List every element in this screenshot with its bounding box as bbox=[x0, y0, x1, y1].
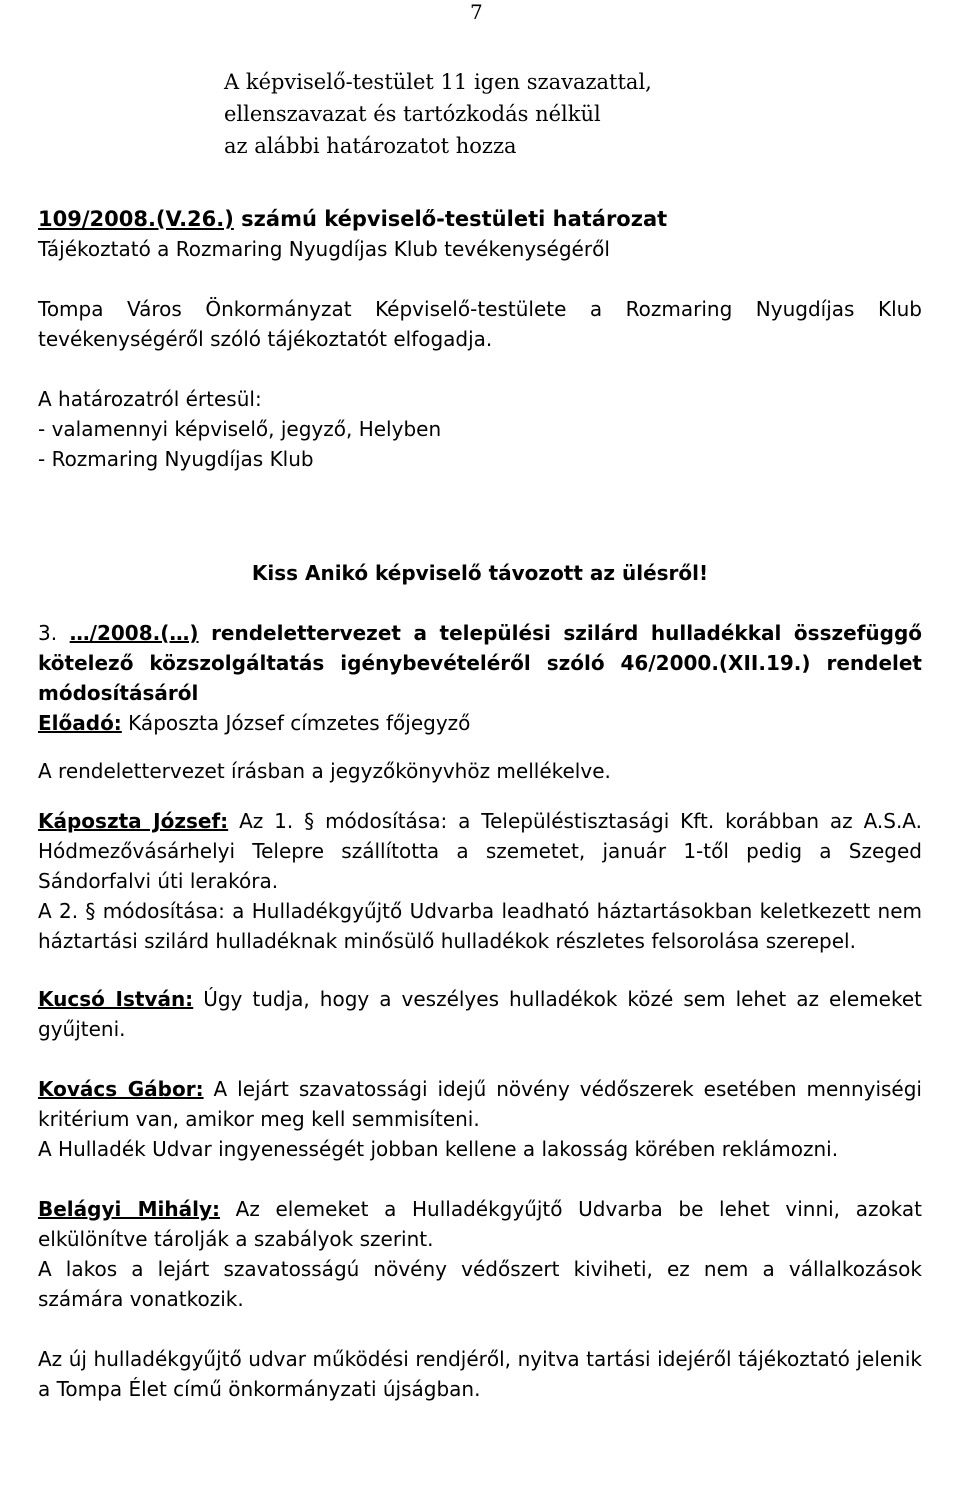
item3-presenter bbox=[38, 708, 922, 738]
speaker-name: Káposzta József: bbox=[38, 809, 229, 833]
item3-title bbox=[38, 618, 922, 708]
resolution-body: Tompa Város Önkormányzat Képviselő-testülete a Rozmaring Nyugdíjas Klub tevékenységéről szóló tájékoztatót elfogadja. bbox=[38, 297, 922, 351]
presenter-name: Káposzta József címzetes főjegyző bbox=[121, 711, 471, 735]
vote-line-3: az alábbi határozatot hozza bbox=[224, 134, 517, 158]
statement-text: Az elemeket a Hulladékgyűjtő Udvarba be lehet vinni, azokat elkülönítve tárolják a szabályok szerint. bbox=[38, 1197, 923, 1251]
vote-line-1: A képviselő-testület 11 igen szavazattal, bbox=[224, 70, 652, 94]
item3-decree-number: …/2008.(…) bbox=[69, 621, 199, 645]
vote-statement bbox=[38, 66, 922, 162]
statement-3-extra: A Hulladék Udvar ingyenességét jobban kellene a lakosság körében reklámozni. bbox=[38, 1137, 839, 1161]
speaker-name: Kucsó István: bbox=[38, 987, 194, 1011]
speaker-name: Kovács Gábor: bbox=[38, 1077, 204, 1101]
resolution-subtitle: Tájékoztató a Rozmaring Nyugdíjas Klub tevékenységéről bbox=[38, 237, 610, 261]
item3-number: 3. bbox=[38, 621, 58, 645]
departure-notice: Kiss Anikó képviselő távozott az ülésről! bbox=[251, 561, 709, 585]
statement-4 bbox=[38, 1194, 922, 1254]
vote-line-2: ellenszavazat és tartózkodás nélkül bbox=[224, 102, 601, 126]
notify-recipient-2: - Rozmaring Nyugdíjas Klub bbox=[38, 447, 314, 471]
presenter-label: Előadó: bbox=[38, 711, 122, 735]
statement-1 bbox=[38, 806, 922, 896]
resolution-title bbox=[38, 204, 922, 234]
resolution-number: 109/2008.(V.26.) bbox=[38, 207, 234, 231]
statement-3 bbox=[38, 1074, 922, 1134]
item3-title-tail: rendelet módosításáról bbox=[38, 651, 922, 705]
page-number: 7 bbox=[470, 0, 483, 24]
statement-4-extra: A lakos a lejárt szavatosságú növény védőszert kiviheti, ez nem a vállalkozások számára vonatkozik. bbox=[38, 1257, 922, 1311]
notify-label: A határozatról értesül: bbox=[38, 387, 262, 411]
resolution-title-rest: számú képviselő-testületi határozat bbox=[233, 207, 668, 231]
statement-text: A lejárt szavatossági idejű növény védőszerek esetében mennyiségi kritérium van, amikor meg kell semmisíteni. bbox=[38, 1077, 922, 1131]
notify-recipient-1: - valamennyi képviselő, jegyző, Helyben bbox=[38, 417, 442, 441]
attachment-note: A rendelettervezet írásban a jegyzőkönyvhöz mellékelve. bbox=[38, 759, 611, 783]
statement-1-extra: A 2. § módosítása: a Hulladékgyűjtő Udvarba leadható háztartásokban keletkezett nem háztartási szilárd hulladéknak minősülő hulladékok részletes felsorolása szerepel. bbox=[38, 899, 922, 953]
statement-2 bbox=[38, 984, 922, 1044]
statement-text: Úgy tudja, hogy a veszélyes hulladékok közé sem lehet az elemeket gyűjteni. bbox=[38, 987, 922, 1041]
statement-text: Az 1. § módosítása: a Településtisztasági Kft. korábban az A.S.A. Hódmezővásárhelyi Telepre szállította a szemetet, január 1-től pedig a Szeged Sándorfalvi úti lerakóra. bbox=[38, 809, 922, 893]
document-body bbox=[38, 66, 922, 1404]
speaker-name: Belágyi Mihály: bbox=[38, 1197, 221, 1221]
closing-paragraph: Az új hulladékgyűjtő udvar működési rendjéről, nyitva tartási idejéről tájékoztató jelenik a Tompa Élet című önkormányzati újságban. bbox=[38, 1347, 922, 1401]
item3-title-bold: rendelettervezet a települési szilárd hulladékkal összefüggő kötelező közszolgáltatás igénybevételéről szóló 46/2000.(XII.19.) bbox=[38, 621, 923, 675]
